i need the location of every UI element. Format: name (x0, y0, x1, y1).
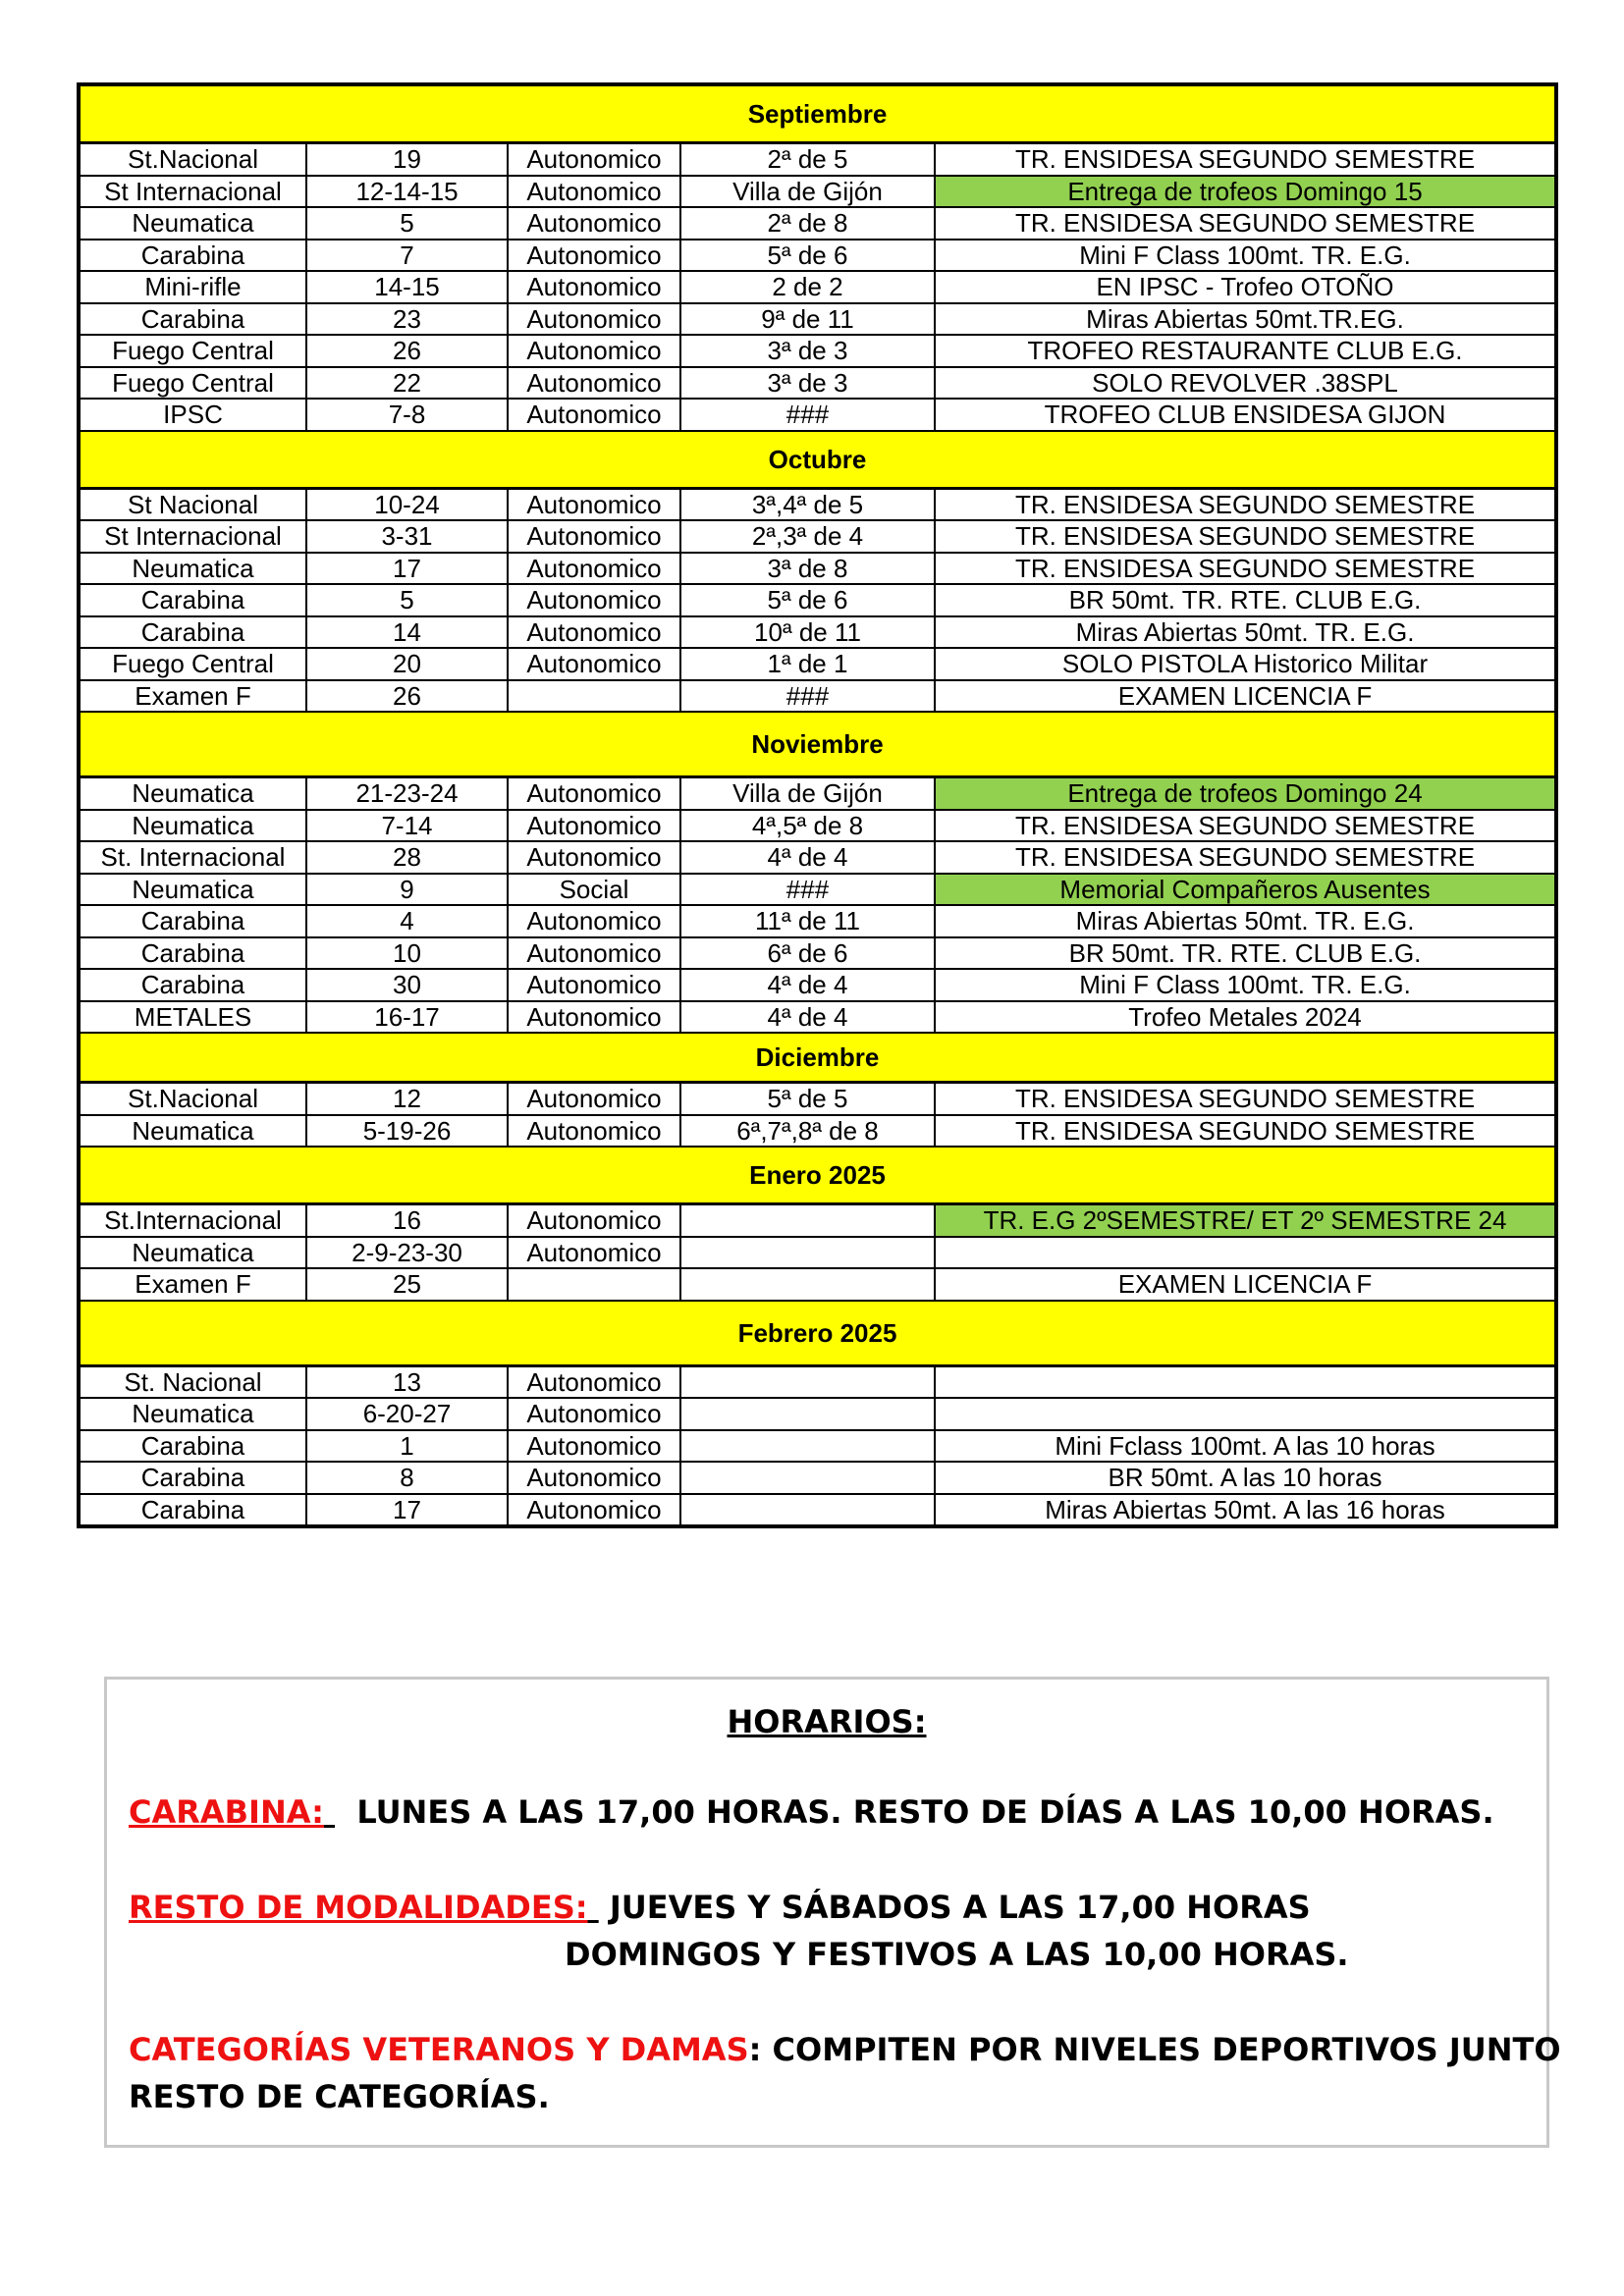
modalidad-cell: Carabina (79, 1430, 306, 1463)
tirada-cell: ### (680, 680, 935, 713)
fecha-cell: 6-20-27 (306, 1398, 508, 1430)
ambito-cell: Autonomico (508, 777, 680, 810)
modalidad-cell: Carabina (79, 969, 306, 1001)
modalidad-cell: Neumatica (79, 1398, 306, 1430)
fecha-cell: 16 (306, 1204, 508, 1237)
fecha-cell: 20 (306, 648, 508, 680)
descripcion-cell: TR. ENSIDESA SEGUNDO SEMESTRE (935, 810, 1556, 842)
horarios-box (104, 1677, 1561, 2148)
fecha-cell: 22 (306, 367, 508, 400)
month-header-row (79, 84, 1556, 143)
modalidad-cell: St Internacional (79, 176, 306, 208)
fecha-cell: 10 (306, 937, 508, 970)
descripcion-cell: EXAMEN LICENCIA F (935, 1268, 1556, 1301)
table-row (79, 969, 1556, 1001)
tirada-cell: 3ª de 8 (680, 553, 935, 585)
table-row (79, 841, 1556, 874)
descripcion-cell: TR. ENSIDESA SEGUNDO SEMESTRE (935, 143, 1556, 176)
ambito-cell: Autonomico (508, 520, 680, 553)
descripcion-cell: BR 50mt. TR. RTE. CLUB E.G. (935, 584, 1556, 616)
ambito-cell: Autonomico (508, 176, 680, 208)
descripcion-cell: Mini Fclass 100mt. A las 10 horas (935, 1430, 1556, 1463)
ambito-cell: Autonomico (508, 553, 680, 585)
tirada-cell: 4ª de 4 (680, 1001, 935, 1034)
fecha-cell: 17 (306, 1494, 508, 1527)
descripcion-cell: TR. E.G 2ºSEMESTRE/ ET 2º SEMESTRE 24 (935, 1204, 1556, 1237)
ambito-cell: Autonomico (508, 303, 680, 336)
ambito-cell: Autonomico (508, 1365, 680, 1398)
table-row (79, 584, 1556, 616)
fecha-cell: 14 (306, 616, 508, 649)
modalidad-cell: Neumatica (79, 1115, 306, 1148)
descripcion-cell: Entrega de trofeos Domingo 24 (935, 777, 1556, 810)
ambito-cell: Autonomico (508, 937, 680, 970)
table-row (79, 553, 1556, 585)
descripcion-cell: TR. ENSIDESA SEGUNDO SEMESTRE (935, 520, 1556, 553)
tirada-cell: 5ª de 6 (680, 584, 935, 616)
table-row (79, 1398, 1556, 1430)
ambito-cell: Autonomico (508, 969, 680, 1001)
descripcion-cell: Miras Abiertas 50mt. TR. E.G. (935, 905, 1556, 937)
modalidad-cell: St. Nacional (79, 1365, 306, 1398)
modalidad-cell: Carabina (79, 905, 306, 937)
modalidad-cell: Carabina (79, 616, 306, 649)
modalidad-cell: Neumatica (79, 810, 306, 842)
resto-text-2: DOMINGOS Y FESTIVOS A LAS 10,00 HORAS. (565, 1936, 1349, 1973)
ambito-cell: Autonomico (508, 810, 680, 842)
fecha-cell: 5 (306, 207, 508, 240)
modalidad-cell: St Internacional (79, 520, 306, 553)
descripcion-cell: TR. ENSIDESA SEGUNDO SEMESTRE (935, 1083, 1556, 1115)
table-row (79, 1204, 1556, 1237)
modalidad-cell: Fuego Central (79, 648, 306, 680)
descripcion-cell (935, 1237, 1556, 1269)
fecha-cell: 21-23-24 (306, 777, 508, 810)
fecha-cell: 19 (306, 143, 508, 176)
modalidad-cell: Mini-rifle (79, 271, 306, 303)
modalidad-cell: St.Internacional (79, 1204, 306, 1237)
table-row (79, 176, 1556, 208)
descripcion-cell: Miras Abiertas 50mt. A las 16 horas (935, 1494, 1556, 1527)
month-title: Diciembre (79, 1033, 1556, 1083)
descripcion-cell: Memorial Compañeros Ausentes (935, 874, 1556, 906)
fecha-cell: 28 (306, 841, 508, 874)
table-row (79, 680, 1556, 713)
descripcion-cell: TR. ENSIDESA SEGUNDO SEMESTRE (935, 1115, 1556, 1148)
modalidad-cell: Examen F (79, 680, 306, 713)
month-header-row (79, 1301, 1556, 1366)
fecha-cell: 25 (306, 1268, 508, 1301)
table-row (79, 616, 1556, 649)
table-row (79, 303, 1556, 336)
table-row (79, 874, 1556, 906)
descripcion-cell: TR. ENSIDESA SEGUNDO SEMESTRE (935, 488, 1556, 520)
descripcion-cell: TR. ENSIDESA SEGUNDO SEMESTRE (935, 841, 1556, 874)
modalidad-cell: Fuego Central (79, 367, 306, 400)
descripcion-cell: TROFEO RESTAURANTE CLUB E.G. (935, 335, 1556, 367)
fecha-cell: 26 (306, 335, 508, 367)
categorias-text-1: : COMPITEN POR NIVELES DEPORTIVOS JUNTO (748, 2031, 1561, 2068)
categorias-line (129, 2031, 1561, 2068)
carabina-line (129, 1793, 1494, 1831)
fecha-cell: 12 (306, 1083, 508, 1115)
tirada-cell: 6ª de 6 (680, 937, 935, 970)
fecha-cell: 4 (306, 905, 508, 937)
ambito-cell: Autonomico (508, 1494, 680, 1527)
modalidad-cell: Neumatica (79, 777, 306, 810)
ambito-cell: Autonomico (508, 1462, 680, 1494)
tirada-cell: 2ª de 8 (680, 207, 935, 240)
tirada-cell (680, 1268, 935, 1301)
descripcion-cell: Miras Abiertas 50mt. TR. E.G. (935, 616, 1556, 649)
table-row (79, 240, 1556, 272)
table-row (79, 648, 1556, 680)
tirada-cell (680, 1365, 935, 1398)
fecha-cell: 23 (306, 303, 508, 336)
table-row (79, 810, 1556, 842)
ambito-cell: Autonomico (508, 399, 680, 431)
ambito-cell: Autonomico (508, 584, 680, 616)
ambito-cell: Autonomico (508, 1237, 680, 1269)
fecha-cell: 30 (306, 969, 508, 1001)
tirada-cell: 3ª de 3 (680, 367, 935, 400)
fecha-cell: 5 (306, 584, 508, 616)
table-row (79, 1001, 1556, 1034)
ambito-cell: Autonomico (508, 1398, 680, 1430)
categorias-label: CATEGORÍAS VETERANOS Y DAMAS (129, 2031, 749, 2068)
month-title: Enero 2025 (79, 1147, 1556, 1204)
table-row (79, 777, 1556, 810)
ambito-cell: Autonomico (508, 1083, 680, 1115)
modalidad-cell: Examen F (79, 1268, 306, 1301)
modalidad-cell: Carabina (79, 584, 306, 616)
month-title: Noviembre (79, 712, 1556, 777)
ambito-cell: Autonomico (508, 1204, 680, 1237)
modalidad-cell: Neumatica (79, 553, 306, 585)
table-row (79, 367, 1556, 400)
tirada-cell (680, 1494, 935, 1527)
modalidad-cell: Neumatica (79, 874, 306, 906)
modalidad-cell: St.Nacional (79, 1083, 306, 1115)
tirada-cell: 9ª de 11 (680, 303, 935, 336)
tirada-cell: 4ª,5ª de 8 (680, 810, 935, 842)
month-header-row (79, 1147, 1556, 1204)
fecha-cell: 9 (306, 874, 508, 906)
ambito-cell: Autonomico (508, 1001, 680, 1034)
ambito-cell: Autonomico (508, 143, 680, 176)
ambito-cell: Autonomico (508, 905, 680, 937)
descripcion-cell: Mini F Class 100mt. TR. E.G. (935, 240, 1556, 272)
ambito-cell: Autonomico (508, 367, 680, 400)
table-row (79, 1462, 1556, 1494)
ambito-cell: Autonomico (508, 271, 680, 303)
modalidad-cell: Carabina (79, 240, 306, 272)
modalidad-cell: Neumatica (79, 1237, 306, 1269)
table-row (79, 335, 1556, 367)
tirada-cell: 2ª de 5 (680, 143, 935, 176)
horarios-title: HORARIOS: (727, 1703, 927, 1740)
tirada-cell (680, 1237, 935, 1269)
descripcion-cell: EXAMEN LICENCIA F (935, 680, 1556, 713)
tirada-cell: Villa de Gijón (680, 777, 935, 810)
fecha-cell: 7-8 (306, 399, 508, 431)
tirada-cell: 2ª,3ª de 4 (680, 520, 935, 553)
table-row (79, 271, 1556, 303)
descripcion-cell: BR 50mt. TR. RTE. CLUB E.G. (935, 937, 1556, 970)
ambito-cell: Autonomico (508, 335, 680, 367)
descripcion-cell (935, 1398, 1556, 1430)
descripcion-cell: TR. ENSIDESA SEGUNDO SEMESTRE (935, 553, 1556, 585)
schedule-table (77, 82, 1558, 1528)
month-header-row (79, 712, 1556, 777)
tirada-cell: 11ª de 11 (680, 905, 935, 937)
tirada-cell: 5ª de 6 (680, 240, 935, 272)
descripcion-cell: Mini F Class 100mt. TR. E.G. (935, 969, 1556, 1001)
modalidad-cell: Fuego Central (79, 335, 306, 367)
table-row (79, 1430, 1556, 1463)
fecha-cell: 7-14 (306, 810, 508, 842)
modalidad-cell: St. Internacional (79, 841, 306, 874)
table-row (79, 1365, 1556, 1398)
table-row (79, 520, 1556, 553)
ambito-cell: Autonomico (508, 616, 680, 649)
tirada-cell: Villa de Gijón (680, 176, 935, 208)
modalidad-cell: Neumatica (79, 207, 306, 240)
table-row (79, 1115, 1556, 1148)
table-row (79, 1268, 1556, 1301)
descripcion-cell: TROFEO CLUB ENSIDESA GIJON (935, 399, 1556, 431)
table-row (79, 143, 1556, 176)
modalidad-cell: Carabina (79, 303, 306, 336)
tirada-cell: 10ª de 11 (680, 616, 935, 649)
fecha-cell: 12-14-15 (306, 176, 508, 208)
table-row (79, 937, 1556, 970)
table-row (79, 1494, 1556, 1527)
fecha-cell: 14-15 (306, 271, 508, 303)
resto-text-1: JUEVES Y SÁBADOS A LAS 17,00 HORAS (609, 1889, 1311, 1926)
modalidad-cell: St.Nacional (79, 143, 306, 176)
modalidad-cell: St Nacional (79, 488, 306, 520)
tirada-cell (680, 1204, 935, 1237)
descripcion-cell: BR 50mt. A las 10 horas (935, 1462, 1556, 1494)
descripcion-cell: Trofeo Metales 2024 (935, 1001, 1556, 1034)
descripcion-cell: TR. ENSIDESA SEGUNDO SEMESTRE (935, 207, 1556, 240)
descripcion-cell: Entrega de trofeos Domingo 15 (935, 176, 1556, 208)
ambito-cell: Autonomico (508, 207, 680, 240)
tirada-cell: ### (680, 399, 935, 431)
descripcion-cell (935, 1365, 1556, 1398)
ambito-cell: Autonomico (508, 648, 680, 680)
ambito-cell: Social (508, 874, 680, 906)
table-row (79, 905, 1556, 937)
carabina-text: LUNES A LAS 17,00 HORAS. RESTO DE DÍAS A LAS 10,00 HORAS. (356, 1793, 1494, 1831)
modalidad-cell: Carabina (79, 1462, 306, 1494)
tirada-cell (680, 1430, 935, 1463)
descripcion-cell: SOLO PISTOLA Historico Militar (935, 648, 1556, 680)
table-row (79, 1237, 1556, 1269)
table-row (79, 207, 1556, 240)
modalidad-cell: Carabina (79, 1494, 306, 1527)
month-title: Febrero 2025 (79, 1301, 1556, 1366)
ambito-cell (508, 1268, 680, 1301)
month-title: Septiembre (79, 84, 1556, 143)
carabina-label: CARABINA: (129, 1793, 324, 1831)
table-row (79, 488, 1556, 520)
month-title: Octubre (79, 431, 1556, 489)
fecha-cell: 13 (306, 1365, 508, 1398)
fecha-cell: 16-17 (306, 1001, 508, 1034)
tirada-cell: 5ª de 5 (680, 1083, 935, 1115)
table-row (79, 1083, 1556, 1115)
tirada-cell (680, 1398, 935, 1430)
modalidad-cell: IPSC (79, 399, 306, 431)
resto-line (129, 1889, 1311, 1926)
tirada-cell (680, 1462, 935, 1494)
ambito-cell: Autonomico (508, 488, 680, 520)
ambito-cell: Autonomico (508, 1115, 680, 1148)
tirada-cell: 3ª de 3 (680, 335, 935, 367)
fecha-cell: 5-19-26 (306, 1115, 508, 1148)
categorias-text-2: RESTO DE CATEGORÍAS. (129, 2078, 550, 2115)
fecha-cell: 7 (306, 240, 508, 272)
tirada-cell: 3ª,4ª de 5 (680, 488, 935, 520)
modalidad-cell: METALES (79, 1001, 306, 1034)
table-row (79, 399, 1556, 431)
descripcion-cell: Miras Abiertas 50mt.TR.EG. (935, 303, 1556, 336)
fecha-cell: 3-31 (306, 520, 508, 553)
ambito-cell: Autonomico (508, 841, 680, 874)
tirada-cell: 4ª de 4 (680, 969, 935, 1001)
tirada-cell: 6ª,7ª,8ª de 8 (680, 1115, 935, 1148)
resto-label: RESTO DE MODALIDADES: (129, 1889, 588, 1926)
month-header-row (79, 431, 1556, 489)
fecha-cell: 10-24 (306, 488, 508, 520)
month-header-row (79, 1033, 1556, 1083)
tirada-cell: 1ª de 1 (680, 648, 935, 680)
fecha-cell: 17 (306, 553, 508, 585)
ambito-cell: Autonomico (508, 240, 680, 272)
ambito-cell: Autonomico (508, 1430, 680, 1463)
descripcion-cell: SOLO REVOLVER .38SPL (935, 367, 1556, 400)
ambito-cell (508, 680, 680, 713)
tirada-cell: ### (680, 874, 935, 906)
fecha-cell: 26 (306, 680, 508, 713)
tirada-cell: 2 de 2 (680, 271, 935, 303)
modalidad-cell: Carabina (79, 937, 306, 970)
fecha-cell: 8 (306, 1462, 508, 1494)
tirada-cell: 4ª de 4 (680, 841, 935, 874)
descripcion-cell: EN IPSC - Trofeo OTOÑO (935, 271, 1556, 303)
fecha-cell: 2-9-23-30 (306, 1237, 508, 1269)
fecha-cell: 1 (306, 1430, 508, 1463)
